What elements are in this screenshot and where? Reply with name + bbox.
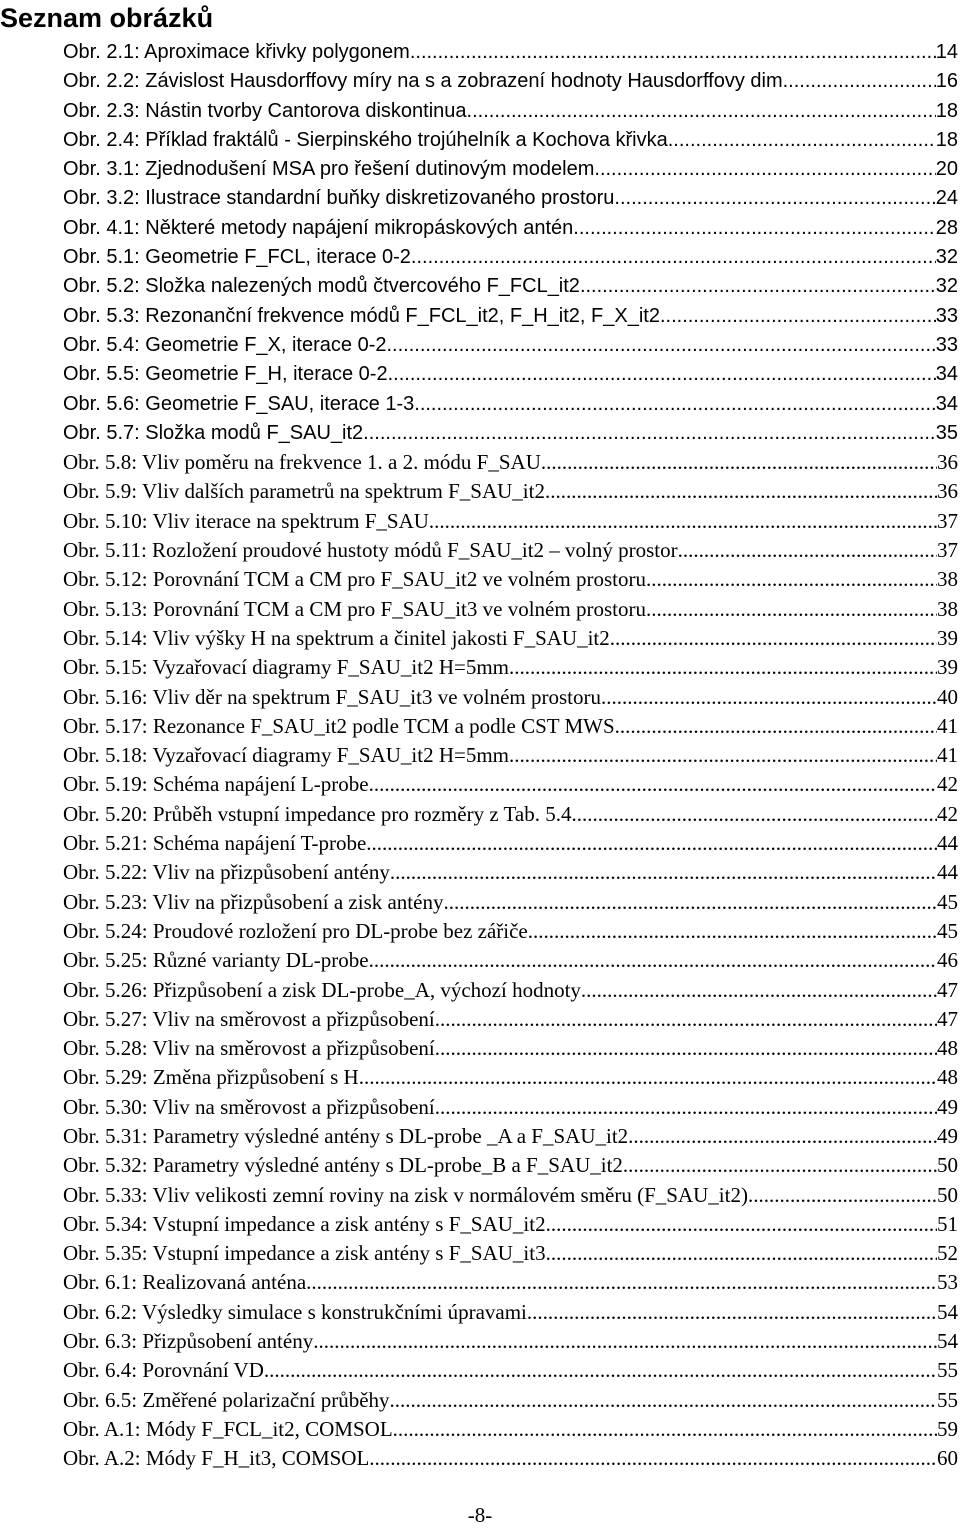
toc-entry[interactable]	[63, 1181, 958, 1210]
toc-leader-dots	[546, 1210, 937, 1239]
toc-leader-dots	[369, 1444, 937, 1473]
toc-entry[interactable]	[63, 917, 958, 946]
toc-entry-label: Obr. 5.12: Porovnání TCM a CM pro F_SAU_it2 ve volném prostoru	[63, 567, 646, 592]
toc-leader-dots	[369, 770, 937, 799]
toc-leader-dots	[435, 1034, 937, 1063]
toc-entry-page: 37	[937, 508, 958, 533]
toc-entry-label: Obr. 5.23: Vliv na přizpůsobení a zisk antény	[63, 889, 444, 914]
toc-entry-page: 34	[935, 392, 958, 415]
toc-entry-label: Obr. 5.14: Vliv výšky H na spektrum a činitel jakosti F_SAU_it2	[63, 625, 610, 650]
toc-entry-label: Obr. 5.3: Rezonanční frekvence módů F_FCL_it2, F_H_it2, F_X_it2	[63, 304, 660, 327]
toc-entry-page: 48	[937, 1036, 958, 1061]
toc-entry-page: 33	[935, 333, 958, 356]
toc-leader-dots	[623, 1151, 937, 1180]
toc-leader-dots	[359, 1063, 937, 1092]
toc-entry[interactable]	[63, 390, 958, 419]
toc-leader-dots	[610, 624, 937, 653]
toc-entry-label: Obr. 5.10: Vliv iterace na spektrum F_SAU	[63, 508, 429, 533]
toc-leader-dots	[646, 595, 937, 624]
toc-entry-label: Obr. 5.16: Vliv děr na spektrum F_SAU_it3 ve volném prostoru	[63, 684, 601, 709]
toc-entry[interactable]	[63, 1005, 958, 1034]
toc-entry-label: Obr. 5.32: Parametry výsledné antény s DL-probe_B a F_SAU_it2	[63, 1153, 623, 1178]
toc-entry-label: Obr. 5.1: Geometrie F_FCL, iterace 0-2	[63, 246, 411, 269]
toc-entry-page: 44	[937, 860, 958, 885]
toc-entry-label: Obr. 5.11: Rozložení proudové hustoty módů F_SAU_it2 – volný prostor	[63, 538, 678, 563]
toc-entry-label: Obr. A.2: Módy F_H_it3, COMSOL	[63, 1446, 370, 1471]
toc-entry[interactable]	[63, 829, 958, 858]
toc-entry[interactable]	[63, 243, 958, 272]
toc-entry-page: 20	[935, 158, 958, 181]
toc-leader-dots	[594, 155, 935, 184]
toc-entry-label: Obr. 5.33: Vliv velikosti zemní roviny na zisk v normálovém směru (F_SAU_it2)	[63, 1182, 748, 1207]
toc-leader-dots	[369, 946, 937, 975]
toc-entry-page: 34	[935, 363, 958, 386]
toc-leader-dots	[527, 1298, 937, 1327]
toc-entry-page: 38	[937, 567, 958, 592]
toc-entry-page: 48	[937, 1065, 958, 1090]
toc-leader-dots	[646, 565, 937, 594]
toc-entry-page: 55	[937, 1387, 958, 1412]
toc-entry-page: 60	[937, 1446, 958, 1471]
toc-entry-label: Obr. 5.5: Geometrie F_H, iterace 0-2	[63, 363, 388, 386]
toc-leader-dots	[528, 917, 937, 946]
toc-entry[interactable]	[63, 155, 958, 184]
toc-leader-dots	[435, 1093, 937, 1122]
toc-entry-label: Obr. 5.24: Proudové rozložení pro DL-probe bez zářiče	[63, 918, 528, 943]
toc-entry-label: Obr. 5.19: Schéma napájení L-probe	[63, 772, 369, 797]
toc-entry-page: 45	[937, 918, 958, 943]
toc-entry[interactable]	[63, 1298, 958, 1327]
toc-leader-dots	[628, 1122, 937, 1151]
toc-entry-page: 42	[937, 772, 958, 797]
toc-entry-label: Obr. 5.18: Vyzařovací diagramy F_SAU_it2 H=5mm	[63, 743, 509, 768]
toc-leader-dots	[615, 712, 937, 741]
toc-entry-label: Obr. 6.4: Porovnání VD	[63, 1358, 264, 1383]
toc-entry-label: Obr. 5.8: Vliv poměru na frekvence 1. a 2. módu F_SAU	[63, 450, 541, 475]
toc-leader-dots	[581, 976, 937, 1005]
toc-entry-page: 47	[937, 1006, 958, 1031]
toc-entry[interactable]	[63, 1327, 958, 1356]
toc-leader-dots	[306, 1268, 937, 1297]
toc-entry-page: 52	[937, 1241, 958, 1266]
toc-leader-dots	[390, 858, 937, 887]
toc-entry-page: 24	[935, 187, 958, 210]
toc-entry-label: Obr. 5.34: Vstupní impedance a zisk antény s F_SAU_it2	[63, 1211, 546, 1236]
toc-entry[interactable]	[63, 653, 958, 682]
toc-entry-label: Obr. A.1: Módy F_FCL_it2, COMSOL	[63, 1416, 393, 1441]
toc-entry[interactable]	[63, 1034, 958, 1063]
toc-leader-dots	[748, 1181, 937, 1210]
toc-leader-dots	[443, 888, 937, 917]
toc-entry-page: 36	[937, 479, 958, 504]
toc-entry[interactable]	[63, 1093, 958, 1122]
toc-entry[interactable]	[63, 1063, 958, 1092]
toc-entry[interactable]	[63, 1239, 958, 1268]
toc-entry-label: Obr. 4.1: Některé metody napájení mikropáskových antén	[63, 216, 574, 239]
toc-entry-page: 38	[937, 596, 958, 621]
toc-entry[interactable]	[63, 67, 958, 96]
toc-entry[interactable]	[63, 1268, 958, 1297]
toc-entry[interactable]	[63, 477, 958, 506]
toc-entry-page: 42	[937, 801, 958, 826]
toc-entry-label: Obr. 3.2: Ilustrace standardní buňky diskretizovaného prostoru	[63, 187, 615, 210]
toc-leader-dots	[509, 653, 937, 682]
toc-entry-page: 40	[937, 684, 958, 709]
toc-leader-dots	[668, 126, 936, 155]
toc-leader-dots	[545, 477, 937, 506]
toc-entry-page: 55	[937, 1358, 958, 1383]
toc-entry-page: 37	[937, 538, 958, 563]
toc-leader-dots	[614, 184, 935, 213]
toc-entry-page: 41	[937, 713, 958, 738]
toc-leader-dots	[410, 38, 936, 67]
toc-entry[interactable]	[63, 595, 958, 624]
toc-leader-dots	[788, 67, 936, 96]
toc-entry-page: 49	[937, 1123, 958, 1148]
toc-entry[interactable]	[63, 1356, 958, 1385]
toc-entry[interactable]	[63, 976, 958, 1005]
toc-leader-dots	[678, 536, 937, 565]
toc-entry-page: 45	[937, 889, 958, 914]
toc-entry[interactable]	[63, 858, 958, 887]
toc-leader-dots	[363, 419, 936, 448]
toc-leader-dots	[435, 1005, 937, 1034]
toc-entry-page: 50	[937, 1182, 958, 1207]
toc-entry[interactable]	[63, 97, 958, 126]
toc-entry-label: Obr. 5.25: Různé varianty DL-probe	[63, 948, 369, 973]
toc-entry-label: Obr. 5.21: Schéma napájení T-probe	[63, 831, 367, 856]
page-number: -8-	[467, 1503, 493, 1527]
toc-entry[interactable]	[63, 214, 958, 243]
toc-entry-label: Obr. 2.4: Příklad fraktálů - Sierpinského trojúhelník a Kochova křivka	[63, 128, 668, 151]
toc-entry[interactable]	[63, 1444, 958, 1473]
toc-leader-dots	[414, 390, 935, 419]
toc-leader-dots	[467, 97, 936, 126]
toc-leader-dots	[390, 1386, 937, 1415]
toc-entry[interactable]	[63, 126, 958, 155]
toc-entry-label: Obr. 6.2: Výsledky simulace s konstrukčními úpravami	[63, 1299, 527, 1324]
toc-leader-dots	[580, 272, 936, 301]
toc-entry-label: Obr. 6.1: Realizovaná anténa	[63, 1270, 307, 1295]
toc-entry[interactable]	[63, 38, 958, 67]
toc-entry[interactable]	[63, 624, 958, 653]
toc-entry[interactable]	[63, 1122, 958, 1151]
toc-entry-label: Obr. 5.7: Složka modů F_SAU_it2	[63, 421, 364, 444]
toc-leader-dots	[393, 1415, 937, 1444]
toc-entry-page: 28	[935, 216, 958, 239]
toc-entry-page: 53	[937, 1270, 958, 1295]
toc-entry-label: Obr. 5.30: Vliv na směrovost a přizpůsobení	[63, 1094, 435, 1119]
toc-entry-label: Obr. 5.28: Vliv na směrovost a přizpůsobení	[63, 1036, 435, 1061]
toc-leader-dots	[660, 302, 936, 331]
toc-entry-label: Obr. 6.5: Změřené polarizační průběhy	[63, 1387, 390, 1412]
toc-entry[interactable]	[63, 360, 958, 389]
toc-entry-page: 59	[937, 1416, 958, 1441]
toc-entry-label: Obr. 3.1: Zjednodušení MSA pro řešení dutinovým modelem	[63, 158, 595, 181]
toc-entry[interactable]	[63, 1210, 958, 1239]
toc-entry-page: 32	[935, 275, 958, 298]
toc-entry-page: 32	[935, 246, 958, 269]
toc-entry[interactable]	[63, 1151, 958, 1180]
toc-entry-label: Obr. 5.6: Geometrie F_SAU, iterace 1-3	[63, 392, 415, 415]
toc-entry-page: 39	[937, 655, 958, 680]
toc-entry-page: 16	[935, 70, 958, 93]
toc-entry[interactable]	[63, 419, 958, 448]
toc-entry-label: Obr. 2.2: Závislost Hausdorffovy míry na s a zobrazení hodnoty Hausdorffovy dim.	[63, 70, 789, 93]
toc-entry-label: Obr. 5.15: Vyzařovací diagramy F_SAU_it2 H=5mm	[63, 655, 509, 680]
toc-entry[interactable]	[63, 507, 958, 536]
toc-entry-page: 54	[937, 1299, 958, 1324]
toc-entry-label: Obr. 5.29: Změna přizpůsobení s H	[63, 1065, 359, 1090]
toc-leader-dots	[386, 331, 935, 360]
toc-entry-label: Obr. 2.1: Aproximace křivky polygonem	[63, 41, 410, 63]
toc-entry[interactable]	[63, 683, 958, 712]
toc-entry-label: Obr. 5.27: Vliv na směrovost a přizpůsobení	[63, 1006, 435, 1031]
toc-entry-page: 39	[937, 625, 958, 650]
toc-entry[interactable]	[63, 888, 958, 917]
toc-leader-dots	[573, 214, 935, 243]
toc-entry-label: Obr. 5.9: Vliv dalších parametrů na spektrum F_SAU_it2	[63, 479, 545, 504]
toc-entry[interactable]	[63, 946, 958, 975]
toc-entry-page: 36	[937, 450, 958, 475]
toc-entry-page: 14	[935, 41, 958, 63]
toc-entry-label: Obr. 5.31: Parametry výsledné antény s DL-probe _A a F_SAU_it2	[63, 1123, 629, 1148]
toc-entry[interactable]	[63, 741, 958, 770]
toc-entry-page: 51	[937, 1211, 958, 1236]
toc-leader-dots	[313, 1327, 937, 1356]
toc-entry[interactable]	[63, 712, 958, 741]
page-title: Seznam obrázků	[0, 3, 214, 33]
toc-entry-label: Obr. 5.20: Průběh vstupní impedance pro rozměry z Tab. 5.4	[63, 801, 572, 826]
toc-leader-dots	[264, 1356, 937, 1385]
toc-entry[interactable]	[63, 272, 958, 301]
toc-leader-dots	[366, 829, 937, 858]
toc-entry-page: 54	[937, 1329, 958, 1354]
toc-entry-page: 18	[935, 99, 958, 122]
toc-leader-dots	[388, 360, 936, 389]
toc-entry-label: Obr. 5.2: Složka nalezených modů čtvercového F_FCL_it2	[63, 275, 580, 298]
toc-entry[interactable]	[63, 1386, 958, 1415]
toc-entry-page: 44	[937, 831, 958, 856]
toc-leader-dots	[411, 243, 936, 272]
toc-entry[interactable]	[63, 536, 958, 565]
toc-entry-label: Obr. 5.13: Porovnání TCM a CM pro F_SAU_it3 ve volném prostoru	[63, 596, 646, 621]
toc-entry-page: 46	[937, 948, 958, 973]
toc-leader-dots	[601, 683, 937, 712]
toc-entry-page: 33	[935, 304, 958, 327]
toc-entry-page: 41	[937, 743, 958, 768]
toc-entry[interactable]	[63, 1415, 958, 1444]
toc-entry-label: Obr. 5.17: Rezonance F_SAU_it2 podle TCM a podle CST MWS	[63, 713, 615, 738]
toc-entry-page: 49	[937, 1094, 958, 1119]
toc-entry-label: Obr. 5.35: Vstupní impedance a zisk antény s F_SAU_it3	[63, 1241, 546, 1266]
list-of-figures	[63, 38, 958, 1474]
toc-entry[interactable]	[63, 800, 958, 829]
toc-entry[interactable]	[63, 565, 958, 594]
toc-entry-label: Obr. 5.22: Vliv na přizpůsobení antény	[63, 860, 390, 885]
toc-entry[interactable]	[63, 302, 958, 331]
toc-entry-label: Obr. 2.3: Nástin tvorby Cantorova diskontinua	[63, 99, 467, 122]
toc-entry-label: Obr. 5.4: Geometrie F_X, iterace 0-2	[63, 333, 387, 356]
toc-leader-dots	[429, 507, 937, 536]
toc-entry-page: 18	[935, 128, 958, 151]
toc-entry-page: 50	[937, 1153, 958, 1178]
toc-entry-label: Obr. 6.3: Přizpůsobení antény	[63, 1329, 314, 1354]
toc-entry[interactable]	[63, 448, 958, 477]
toc-entry-page: 35	[935, 421, 958, 444]
toc-leader-dots	[571, 800, 937, 829]
toc-entry-label: Obr. 5.26: Přizpůsobení a zisk DL-probe_A, výchozí hodnoty	[63, 977, 581, 1002]
toc-leader-dots	[546, 1239, 937, 1268]
toc-leader-dots	[541, 448, 937, 477]
toc-entry-page: 47	[937, 977, 958, 1002]
toc-entry[interactable]	[63, 770, 958, 799]
toc-entry[interactable]	[63, 184, 958, 213]
toc-leader-dots	[509, 741, 937, 770]
toc-entry[interactable]	[63, 331, 958, 360]
